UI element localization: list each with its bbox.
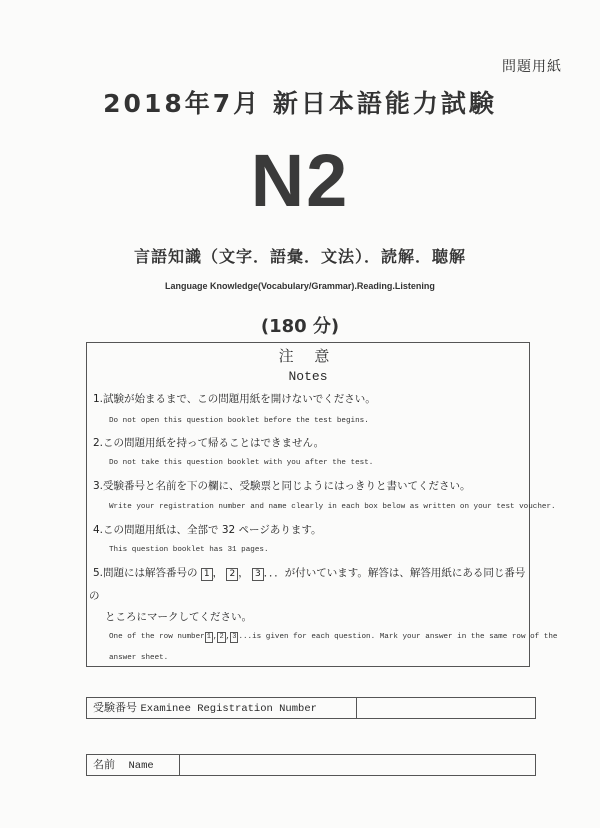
registration-label-ja: 受験番号: [93, 701, 137, 714]
note-2-ja: 2.この問題用紙を持って帰ることはできません。: [93, 437, 325, 449]
row-number-box-2: 2: [219, 633, 224, 641]
note-5-en-prefix: One of the row number: [109, 633, 205, 641]
note-5-ja-wrap: の: [89, 590, 100, 602]
name-label-en: Name: [128, 760, 154, 772]
note-5-ja-suffix: が付いています。解答は、解答用紙にある同じ番号: [284, 567, 526, 579]
question-booklet-label: 問題用紙: [502, 59, 562, 75]
note-5-en-line2: answer sheet.: [109, 654, 169, 662]
notes-box: [86, 342, 558, 667]
registration-number-label: [87, 698, 357, 718]
note-5-ellipsis: ．．．: [263, 567, 285, 579]
note-2-en: Do not take this question booklet with you after the test.: [109, 459, 374, 467]
note-3-ja: 3.受験番号と名前を下の欄に、受験票と同じようにはっきりと書いてください。: [93, 480, 471, 492]
note-4-en: This question booklet has 31 pages.: [109, 546, 269, 554]
note-3-en: Write your registration number and name clearly in each box below as written on your test voucher.: [109, 503, 556, 511]
row-number-box-1: 1: [206, 633, 211, 641]
name-label: [87, 755, 180, 775]
note-1-ja: 1.試験が始まるまで、この問題用紙を開けないでください。: [93, 393, 376, 405]
exam-level: N2: [250, 139, 350, 222]
registration-number-field[interactable]: [86, 697, 536, 719]
name-field[interactable]: [86, 754, 536, 776]
row-number-box-3: 3: [232, 633, 237, 641]
sections-japanese: 言語知識（文字．語彙．文法）．読解．聴解: [133, 247, 466, 266]
note-5-ja-prefix: 5.問題には解答番号の: [93, 567, 198, 579]
note-1-en: Do not open this question booklet before the test begins.: [109, 417, 369, 425]
notes-heading: 注 意: [278, 347, 338, 365]
note-5-en-suffix: ...is given for each question. Mark your answer in the same row of the: [238, 633, 558, 641]
note-5-ja: 5.問題には解答番号の 1 ， 2 ， 3 ．．．が付いています。解答は、解答用紙にある同じ番号: [93, 567, 526, 579]
notes-subheading: Notes: [288, 369, 328, 384]
exam-title: 2018年7月 新日本語能力試験: [103, 89, 497, 118]
answer-number-box-3: 3: [252, 568, 264, 581]
note-5-ja-line2: ところにマークしてください。: [105, 611, 252, 623]
answer-number-box-1: 1: [201, 568, 213, 581]
sections-english: Language Knowledge(Vocabulary/Grammar).Reading.Listening: [165, 281, 435, 291]
note-4-ja: 4.この問題用紙は、全部で 32 ページあります。: [93, 524, 322, 536]
note-5-en: One of the row number 1 , 2 , 3 ...is given for each question. Mark your answer in the same row of the: [109, 633, 558, 641]
answer-number-box-2: 2: [226, 568, 238, 581]
exam-duration: (180 分): [260, 316, 340, 337]
name-label-ja: 名前: [93, 758, 115, 771]
registration-label-en: Examinee Registration Number: [140, 703, 317, 715]
